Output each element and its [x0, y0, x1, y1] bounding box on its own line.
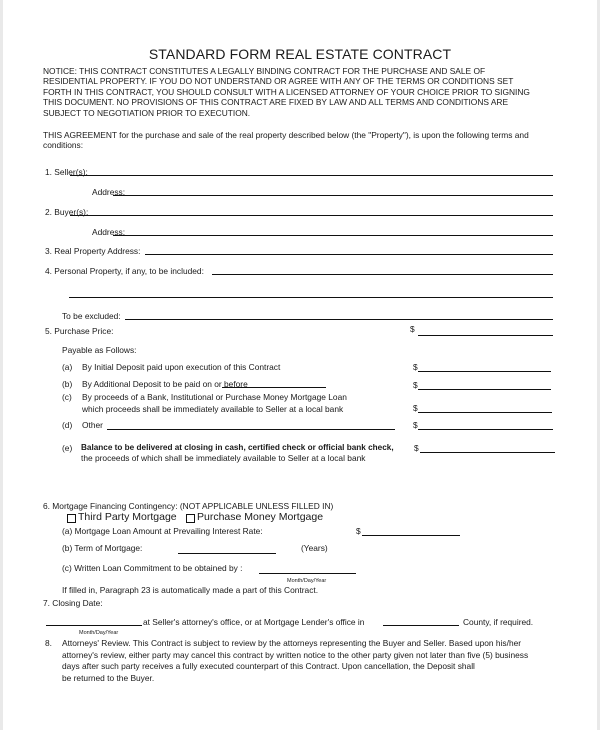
initial-deposit-field[interactable]: [418, 371, 551, 372]
mortgage-contingency-label: 6. Mortgage Financing Contingency: (NOT APPLICABLE UNLESS FILLED IN): [43, 501, 334, 511]
other-label: Other: [82, 420, 103, 430]
attorneys-review-line: Attorneys' Review. This Contract is subject to review by the attorneys representing the Buyer and Seller. Based upon his/her: [62, 638, 522, 648]
agreement-line: THIS AGREEMENT for the purchase and sale of the real property described below (the "Property"), is upon the following terms and: [43, 130, 529, 140]
purchase-price-label: 5. Purchase Price:: [45, 326, 114, 336]
purchase-money-mortgage-checkbox[interactable]: [186, 514, 195, 523]
payable-label: Payable as Follows:: [62, 345, 137, 355]
item-letter: (b): [62, 379, 73, 389]
balance-label-2: the proceeds of which shall be immediately available to Seller at a local bank: [81, 453, 366, 463]
attorneys-review-line: attorney's review, either party may cancel this contract by written notice to the other party given not later than five (5) business: [62, 649, 529, 660]
balance-field[interactable]: [420, 452, 555, 453]
dollar-sign: $: [413, 420, 418, 430]
notice-line: FORTH IN THIS CONTRACT, YOU SHOULD CONSULT WITH A LICENSED ATTORNEY OF YOUR CHOICE PRIOR TO SIGNING: [43, 86, 530, 97]
years-label: (Years): [301, 543, 328, 553]
agreement-line: conditions:: [43, 140, 84, 151]
excluded-field[interactable]: [125, 319, 553, 320]
notice-line: THIS DOCUMENT. NO PROVISIONS OF THIS CONTRACT ARE FIXED BY LAW AND ALL TERMS AND CONDITIONS ARE: [43, 97, 509, 108]
attorneys-review-line: be returned to the Buyer.: [62, 672, 155, 683]
attorneys-review-line: days after such party receives a fully executed counterpart of this Contract. Upon cancellation, the Deposit shall: [62, 661, 475, 672]
section-number: 8.: [45, 638, 52, 648]
real-property-label: 3. Real Property Address:: [45, 246, 141, 256]
third-party-mortgage-checkbox[interactable]: [67, 514, 76, 523]
paragraph-23-note: If filled in, Paragraph 23 is automatically made a part of this Contract.: [62, 585, 319, 595]
real-property-field[interactable]: [145, 254, 553, 255]
mortgage-loan-field[interactable]: [418, 412, 552, 413]
buyer-field[interactable]: [70, 215, 553, 216]
notice-line: SUBJECT TO NEGOTIATION PRIOR TO EXECUTION.: [43, 107, 251, 118]
personal-property-field-2[interactable]: [69, 297, 553, 298]
dollar-sign: $: [356, 526, 361, 536]
county-label: County, if required.: [463, 617, 534, 627]
buyer-label: 2. Buyer(s):: [45, 207, 89, 217]
dollar-sign: $: [413, 403, 418, 413]
loan-amount-label: (a) Mortgage Loan Amount at Prevailing Interest Rate:: [62, 526, 263, 536]
loan-amount-field[interactable]: [362, 535, 460, 536]
balance-label: Balance to be delivered at closing in cash, certified check or official bank check,: [81, 443, 394, 452]
notice-line: NOTICE: THIS CONTRACT CONSTITUTES A LEGALLY BINDING CONTRACT FOR THE PURCHASE AND SALE OF: [43, 66, 486, 76]
buyer-address-label: Address:: [92, 227, 126, 237]
mortgage-loan-label-2: which proceeds shall be immediately available to Seller at a local bank: [82, 404, 344, 414]
closing-location-text: at Seller's attorney's office, or at Mortgage Lender's office in: [143, 617, 365, 627]
item-letter: (e): [62, 443, 73, 453]
purchase-price-field[interactable]: [418, 335, 553, 336]
date-format-hint: Month/Day/Year: [287, 578, 327, 584]
third-party-mortgage-label: Third Party Mortgage: [78, 511, 177, 523]
dollar-sign: $: [413, 380, 418, 390]
dollar-sign: $: [414, 443, 419, 453]
seller-address-field[interactable]: [113, 195, 553, 196]
initial-deposit-label: By Initial Deposit paid upon execution of this Contract: [82, 362, 281, 372]
closing-date-label: 7. Closing Date:: [43, 598, 103, 608]
purchase-money-mortgage-label: Purchase Money Mortgage: [197, 511, 324, 523]
additional-deposit-date-field[interactable]: [222, 387, 326, 388]
dollar-sign: $: [410, 324, 415, 334]
term-label: (b) Term of Mortgage:: [62, 543, 143, 553]
notice: [43, 66, 530, 118]
personal-property-field[interactable]: [212, 274, 553, 275]
county-field[interactable]: [383, 625, 459, 626]
seller-address-label: Address:: [92, 187, 126, 197]
attorneys-review: [62, 638, 528, 684]
personal-property-label: 4. Personal Property, if any, to be included:: [45, 266, 204, 276]
loan-commitment-label: (c) Written Loan Commitment to be obtained by :: [62, 563, 243, 573]
buyer-address-field[interactable]: [113, 235, 553, 236]
agreement: [43, 130, 529, 151]
other-description-field[interactable]: [107, 429, 395, 430]
other-amount-field[interactable]: [418, 429, 553, 430]
closing-date-field[interactable]: [46, 625, 142, 626]
item-letter: (d): [62, 420, 73, 430]
additional-deposit-field[interactable]: [418, 389, 551, 390]
item-letter: (c): [62, 392, 72, 402]
excluded-label: To be excluded:: [62, 311, 121, 321]
page-title: STANDARD FORM REAL ESTATE CONTRACT: [148, 46, 452, 62]
seller-label: 1. Seller(s):: [45, 167, 88, 177]
date-format-hint: Month/Day/Year: [79, 630, 119, 636]
dollar-sign: $: [413, 362, 418, 372]
seller-field[interactable]: [70, 175, 553, 176]
notice-line: RESIDENTIAL PROPERTY. IF YOU DO NOT UNDERSTAND OR AGREE WITH ANY OF THE TERMS OR CONDITIONS SET: [43, 76, 514, 87]
additional-deposit-label: By Additional Deposit to be paid on or before: [82, 379, 248, 389]
term-field[interactable]: [178, 553, 276, 554]
item-letter: (a): [62, 362, 73, 372]
mortgage-loan-label: By proceeds of a Bank, Institutional or Purchase Money Mortgage Loan: [82, 392, 347, 402]
loan-commitment-date-field[interactable]: [259, 573, 356, 574]
